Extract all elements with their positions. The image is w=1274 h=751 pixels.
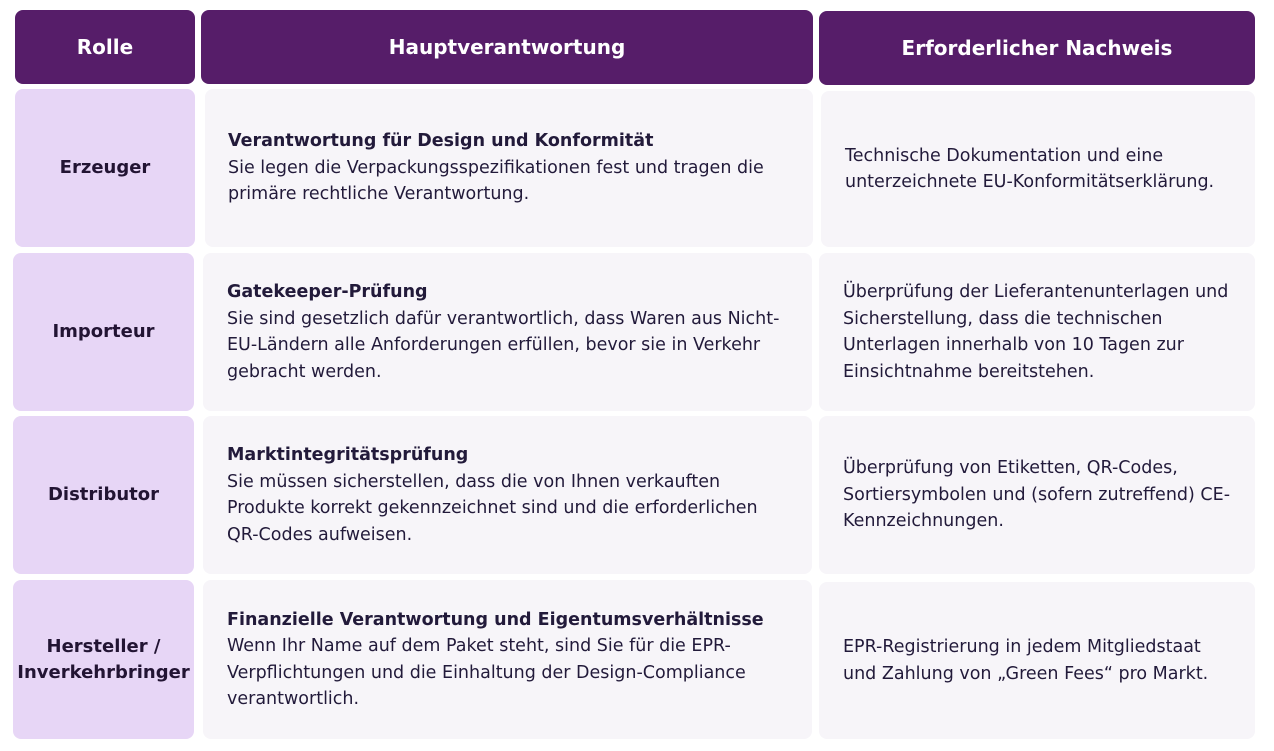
header-proof bbox=[819, 11, 1255, 85]
role-cell-distributor bbox=[13, 416, 194, 574]
role-cell-hersteller bbox=[13, 580, 194, 739]
responsibility-title: Verantwortung für Design und Konformität bbox=[228, 131, 654, 152]
role-label: Erzeuger bbox=[59, 157, 151, 178]
header-role bbox=[15, 10, 195, 84]
responsibility-cell bbox=[203, 416, 812, 574]
proof-cell bbox=[819, 582, 1255, 739]
role-label: Distributor bbox=[47, 484, 160, 505]
responsibility-cell bbox=[203, 253, 812, 411]
proof-text: Überprüfung der Lieferantenunterlagen und Sicherstellung, dass die technischen Unterlagen innerhalb von 10 Tagen zur Einsichtnahme bereitstehen. bbox=[843, 282, 1229, 382]
proof-cell bbox=[821, 91, 1255, 247]
responsibility-title: Marktintegritätsprüfung bbox=[227, 445, 469, 465]
responsibility-text: Sie legen die Verpackungsspezifikationen fest und tragen die primäre rechtliche Verantwortung. bbox=[228, 157, 764, 205]
proof-cell bbox=[819, 253, 1255, 411]
role-label: Importeur bbox=[52, 321, 155, 342]
responsibility-title: Finanzielle Verantwortung und Eigentumsverhältnisse bbox=[227, 609, 764, 630]
proof-text: Überprüfung von Etiketten, QR-Codes, Sortiersymbolen und (sofern zutreffend) CE-Kennzeichnungen. bbox=[843, 458, 1231, 532]
proof-text: EPR-Registrierung in jedem Mitgliedstaat und Zahlung von „Green Fees“ pro Markt. bbox=[843, 637, 1209, 684]
responsibility-cell bbox=[203, 580, 812, 739]
responsibility-text: Wenn Ihr Name auf dem Paket steht, sind Sie für die EPR-Verpflichtungen und die Einhaltung der Design-Compliance verantwortlich. bbox=[227, 636, 746, 709]
header-proof-label: Erforderlicher Nachweis bbox=[901, 36, 1173, 60]
header-responsibility-label: Hauptverantwortung bbox=[388, 35, 626, 59]
responsibility-text: Sie sind gesetzlich dafür verantwortlich, dass Waren aus Nicht-EU-Ländern alle Anforderungen erfüllen, bevor sie in Verkehr gebracht werden. bbox=[227, 308, 780, 382]
header-responsibility bbox=[201, 10, 813, 84]
role-cell-erzeuger bbox=[15, 89, 195, 247]
role-label: Hersteller / Inverkehrbringer bbox=[17, 635, 190, 683]
responsibility-title: Gatekeeper-Prüfung bbox=[227, 282, 428, 302]
proof-cell bbox=[819, 416, 1255, 574]
role-cell-importeur bbox=[13, 253, 194, 411]
header-role-label: Rolle bbox=[76, 35, 134, 59]
responsibility-cell bbox=[205, 89, 813, 247]
responsibility-text: Sie müssen sicherstellen, dass die von Ihnen verkauften Produkte korrekt gekennzeichnet sind und die erforderlichen QR-Codes aufweisen. bbox=[227, 471, 758, 545]
proof-text: Technische Dokumentation und eine unterzeichnete EU-Konformitätserklärung. bbox=[845, 145, 1215, 192]
